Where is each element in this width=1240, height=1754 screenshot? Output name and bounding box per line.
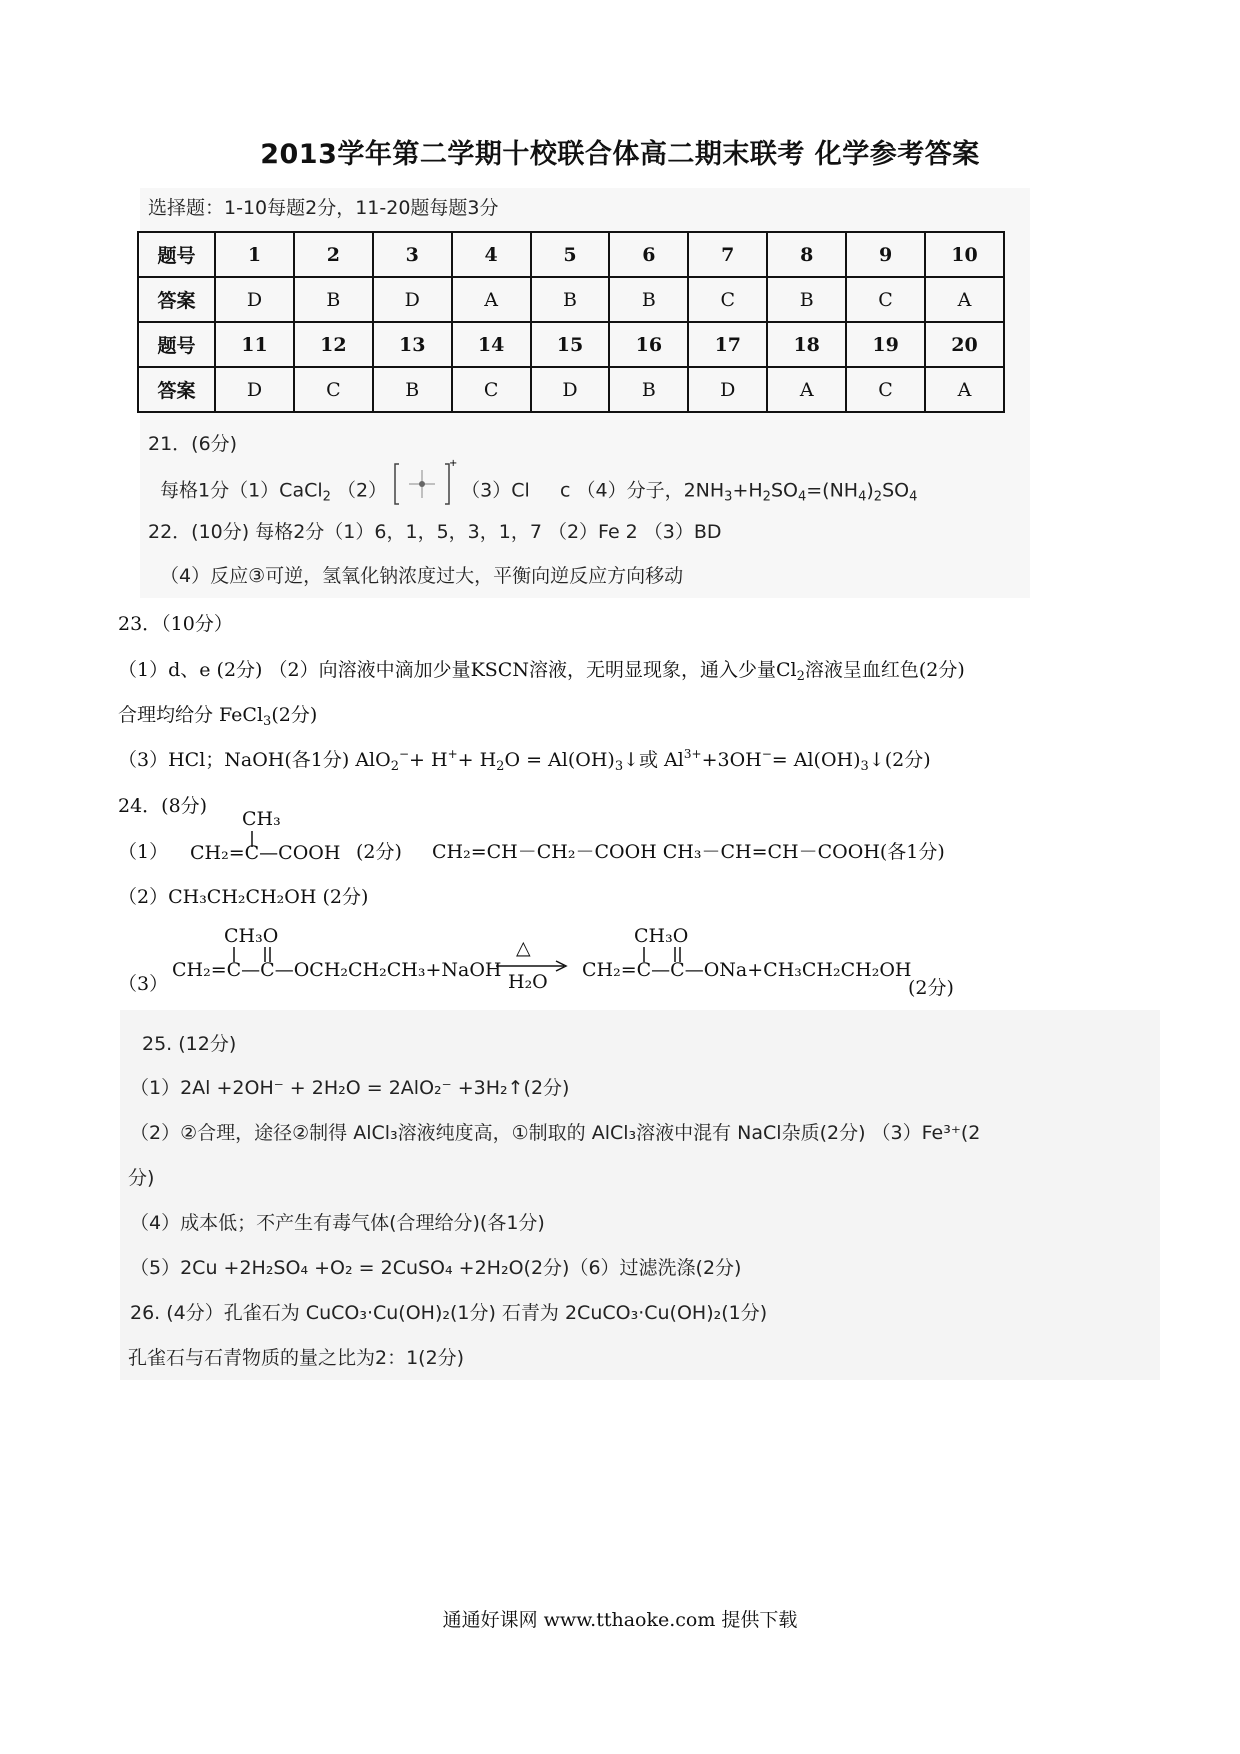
q21-part-c: （3）Cl — [461, 479, 530, 502]
q21-part-b: （2） — [336, 479, 388, 502]
q23-l2a: 合理均给分 FeCl — [118, 704, 264, 726]
q21-part-a: 每格1分（1）CaCl — [160, 479, 323, 502]
answer-cell: A — [767, 367, 846, 412]
ester-right-formula: CH₂=C—C—ONa+CH₃CH₂CH₂OH — [582, 959, 912, 981]
q24-line3-score: (2分) — [908, 977, 954, 999]
q23-l1b: 溶液呈血红色(2分) — [804, 659, 965, 681]
acid-formula: CH₂=C—COOH — [190, 842, 341, 864]
answer-cell: A — [452, 277, 531, 322]
q23-l3c: + H — [457, 749, 497, 771]
q25-line-2b: 分) — [128, 1167, 155, 1189]
q21-part-i: SO — [882, 479, 910, 502]
ester-hydrolysis-equation — [172, 920, 972, 1000]
q25-line-1: （1）2Al +2OH⁻ + 2H₂O = 2AlO₂⁻ +3H₂↑(2分) — [130, 1077, 570, 1099]
question-number-cell: 4 — [452, 232, 531, 277]
question-number-cell: 13 — [373, 322, 452, 367]
q21-line: 每格1分（1）CaCl$_2$ （2） + （3）Cl c （4）分子，$2NH_3+H_2SO_4=(NH_4)_2SO_4$ — [160, 458, 918, 505]
q25-line-4: （5）2Cu +2H₂SO₄ +O₂ = 2CuSO₄ +2H₂O(2分)（6）过滤洗涤(2分) — [130, 1257, 742, 1279]
question-number-cell: 1 — [215, 232, 294, 277]
q23-l3a: （3）HCl；NaOH(各1分) AlO — [118, 749, 391, 771]
answer-cell: B — [767, 277, 846, 322]
question-number-cell: 18 — [767, 322, 846, 367]
question-number-cell: 3 — [373, 232, 452, 277]
q26-line-1: 26. (4分）孔雀石为 CuCO₃·Cu(OH)₂(1分) 石青为 2CuCO₃·Cu(OH)₂(1分) — [130, 1302, 768, 1324]
answer-cell: C — [688, 277, 767, 322]
answer-cell: C — [846, 277, 925, 322]
question-number-cell: 16 — [609, 322, 688, 367]
ammonium-structure-icon — [393, 458, 458, 506]
q25-line-3: （4）成本低；不产生有毒气体(合理给分)(各1分) — [130, 1212, 545, 1234]
question-number-cell: 10 — [925, 232, 1004, 277]
choice-intro: 选择题：1-10每题2分，11-20题每题3分 — [148, 197, 499, 219]
q25-header: 25. (12分) — [142, 1033, 237, 1055]
answer-table — [137, 231, 1005, 413]
q23-line-1: （1）d、e (2分) （2）向溶液中滴加少量KSCN溶液，无明显现象，通入少量$Cl_2$溶液呈血红色(2分) — [118, 659, 965, 684]
answer-cell: B — [609, 367, 688, 412]
q23-line-3: （3）HCl；NaOH(各1分) $AlO_2^-+ H^++ H_2O$ = $Al(OH)_3↓$或 $Al^{3+}+3OH^-=$ $Al(OH)_3↓(2$分) — [118, 747, 931, 774]
ester-left-formula: CH₂=C—C—OCH₂CH₂CH₃+NaOH — [172, 959, 502, 981]
q23-l3b: + H — [409, 749, 448, 771]
q22-line-1: 22．(10分) 每格2分（1）6，1，5，3，1，7 （2）Fe 2 （3）BD — [148, 521, 722, 543]
answer-cell: D — [215, 277, 294, 322]
q21-header: 21．(6分) — [148, 433, 238, 455]
q23-l3g: = Al(OH) — [771, 749, 861, 771]
q23-l3h: ↓(2分) — [868, 749, 931, 771]
question-number-cell: 20 — [925, 322, 1004, 367]
q24-header: 24．(8分) — [118, 795, 208, 817]
page-footer: 通通好课网 www.tthaoke.com 提供下载 — [442, 1609, 798, 1631]
question-number-cell: 2 — [294, 232, 373, 277]
question-number-cell: 12 — [294, 322, 373, 367]
q25-line-2: （2）②合理，途径②制得 AlCl₃溶液纯度高，①制取的 AlCl₃溶液中混有 NaCl杂质(2分) （3）Fe³⁺(2 — [130, 1122, 981, 1144]
answer-cell: C — [294, 367, 373, 412]
answer-cell: B — [609, 277, 688, 322]
table-row — [138, 277, 1004, 322]
answer-cell: B — [294, 277, 373, 322]
q23-header: 23．（10分） — [118, 613, 233, 635]
question-number-cell: 11 — [215, 322, 294, 367]
q23-l1a: （1）d、e (2分) （2）向溶液中滴加少量KSCN溶液，无明显现象，通入少量Cl — [118, 659, 797, 681]
answer-cell: C — [452, 367, 531, 412]
q24-line1-num: （1） — [118, 841, 169, 863]
question-number-cell: 9 — [846, 232, 925, 277]
ch3-label: CH₃ — [242, 808, 281, 830]
q23-l2b: (2分) — [271, 704, 318, 726]
ester-ch3o-label: CH₃O — [224, 925, 279, 947]
question-number-cell: 15 — [531, 322, 610, 367]
q26-line-2: 孔雀石与石青物质的量之比为2：1(2分) — [128, 1347, 465, 1369]
row-label-question: 题号 — [138, 232, 215, 277]
q23-l3e: ↓或 Al — [623, 749, 684, 771]
product-ch3o-label: CH₃O — [634, 925, 689, 947]
q23-l3f: +3OH — [701, 749, 762, 771]
q22-line-2: （4）反应③可逆，氢氧化钠浓度过大，平衡向逆反应方向移动 — [160, 565, 684, 587]
q23-l3d: O = Al(OH) — [504, 749, 615, 771]
table-row — [138, 367, 1004, 412]
question-number-cell: 7 — [688, 232, 767, 277]
answer-cell: D — [531, 367, 610, 412]
answer-cell: D — [373, 277, 452, 322]
answer-cell: D — [215, 367, 294, 412]
q24-line-2: （2）CH₃CH₂CH₂OH (2分) — [118, 886, 369, 908]
answer-cell: D — [688, 367, 767, 412]
q21-part-d: c （4）分子，2NH — [560, 479, 725, 502]
q24-line1-score: (2分) — [356, 841, 402, 863]
question-number-cell: 17 — [688, 322, 767, 367]
page-title: 2013学年第二学期十校联合体高二期末联考 化学参考答案 — [260, 139, 980, 170]
q21-part-f: SO — [770, 479, 798, 502]
answer-cell: A — [925, 277, 1004, 322]
answer-cell: B — [373, 367, 452, 412]
question-number-cell: 5 — [531, 232, 610, 277]
question-number-cell: 8 — [767, 232, 846, 277]
question-number-cell: 19 — [846, 322, 925, 367]
q24-line1-b: CH₂=CH－CH₂－COOH CH₃－CH=CH－COOH(各1分) — [432, 841, 945, 863]
table-row — [138, 322, 1004, 367]
table-row — [138, 232, 1004, 277]
row-label-answer: 答案 — [138, 277, 215, 322]
q23-line-2: 合理均给分 FeCl$_3$(2分) — [118, 704, 318, 729]
water-condition: H₂O — [508, 971, 548, 993]
q24-line3-num: （3） — [118, 973, 169, 995]
methacrylic-acid-structure — [190, 803, 360, 863]
answer-cell: C — [846, 367, 925, 412]
heat-condition: △ — [516, 937, 531, 959]
row-label-answer: 答案 — [138, 367, 215, 412]
answer-cell: A — [925, 367, 1004, 412]
q21-part-h: ) — [866, 479, 874, 502]
svg-text:+: + — [449, 458, 458, 469]
question-number-cell: 14 — [452, 322, 531, 367]
answer-cell: B — [531, 277, 610, 322]
question-number-cell: 6 — [609, 232, 688, 277]
row-label-question: 题号 — [138, 322, 215, 367]
q21-part-g: =(NH — [806, 479, 859, 502]
q21-part-e: +H — [732, 479, 763, 502]
